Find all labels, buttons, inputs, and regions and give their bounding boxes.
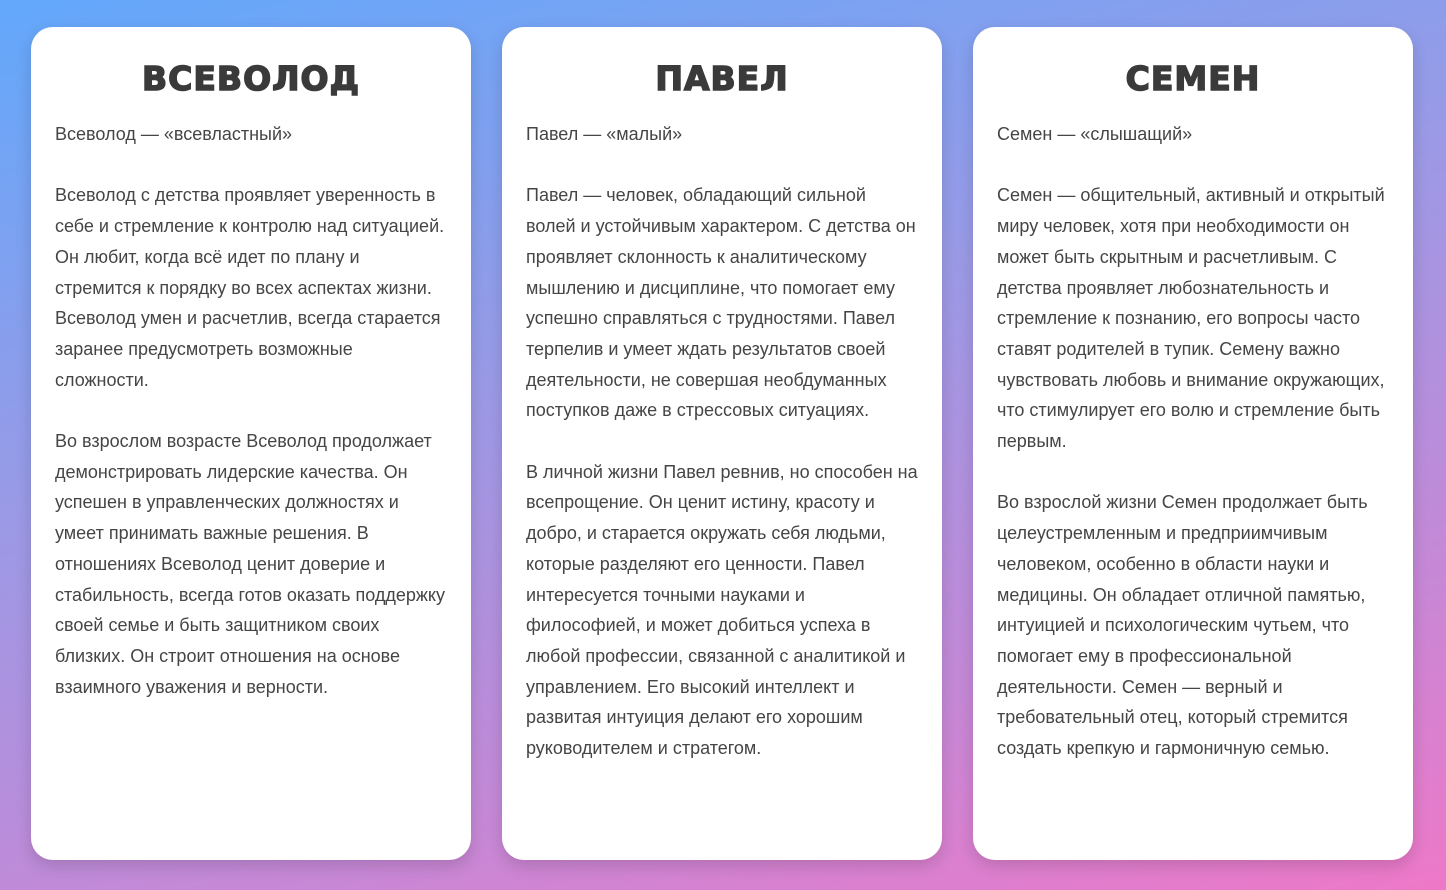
description-paragraph: Во взрослой жизни Семен продолжает быть целеустремленным и предприимчивым человеком, особенно в области науки и медицины. Он обладает отличной памятью, интуицией и психологическим чутьем, что помогает ему в профессиональной деятельности. Семен — верный и требовательный отец, который стремится создать крепкую и гармоничную семью. [997,492,1368,759]
description-paragraph: В личной жизни Павел ревнив, но способен на всепрощение. Он ценит истину, красоту и добро, и старается окружать себя людьми, которые разделяют его ценности. Павел интересуется точными науками и философией, и может добиться успеха в любой профессии, связанной с аналитикой и управлением. Его высокий интеллект и развитая интуиция делают его хорошим руководителем и стратегом. [526,461,918,759]
card-title: СЕМЕН [1125,59,1261,98]
name-card-semen [973,27,1413,860]
name-meaning: Всеволод — «всевластный» [55,124,293,144]
description-paragraph: Во взрослом возрасте Всеволод продолжает демонстрировать лидерские качества. Он успешен в управленческих должностях и умеет принимать важные решения. В отношениях Всеволод ценит доверие и стабильность, всегда готов оказать поддержку своей семье и быть защитником своих близких. Он строит отношения на основе взаимного уважения и верности. [55,431,446,697]
card-title: ПАВЕЛ [655,59,789,98]
card-title: ВСЕВОЛОД [142,59,360,98]
name-card-pavel [502,27,942,860]
description-paragraph: Семен — общительный, активный и открытый миру человек, хотя при необходимости он может быть скрытным и расчетливым. С детства проявляет любознательность и стремление к познанию, его вопросы часто ставят родителей в тупик. Семену важно чувствовать любовь и внимание окружающих, что стимулирует его волю и стремление быть первым. [997,185,1385,452]
name-card-vsevolod [31,27,471,860]
name-meaning: Павел — «малый» [526,124,683,144]
name-meaning: Семен — «слышащий» [997,124,1193,144]
description-paragraph: Всеволод с детства проявляет уверенность в себе и стремление к контролю над ситуацией. Он любит, когда всё идет по плану и стремится к порядку во всех аспектах жизни. Всеволод умен и расчетлив, всегда старается заранее предусмотреть возможные сложности. [55,185,445,390]
description-paragraph: Павел — человек, обладающий сильной волей и устойчивым характером. С детства он проявляет склонность к аналитическому мышлению и дисциплине, что помогает ему успешно справляться с трудностями. Павел терпелив и умеет ждать результатов своей деятельности, не совершая необдуманных поступков даже в стрессовых ситуациях. [526,185,916,421]
